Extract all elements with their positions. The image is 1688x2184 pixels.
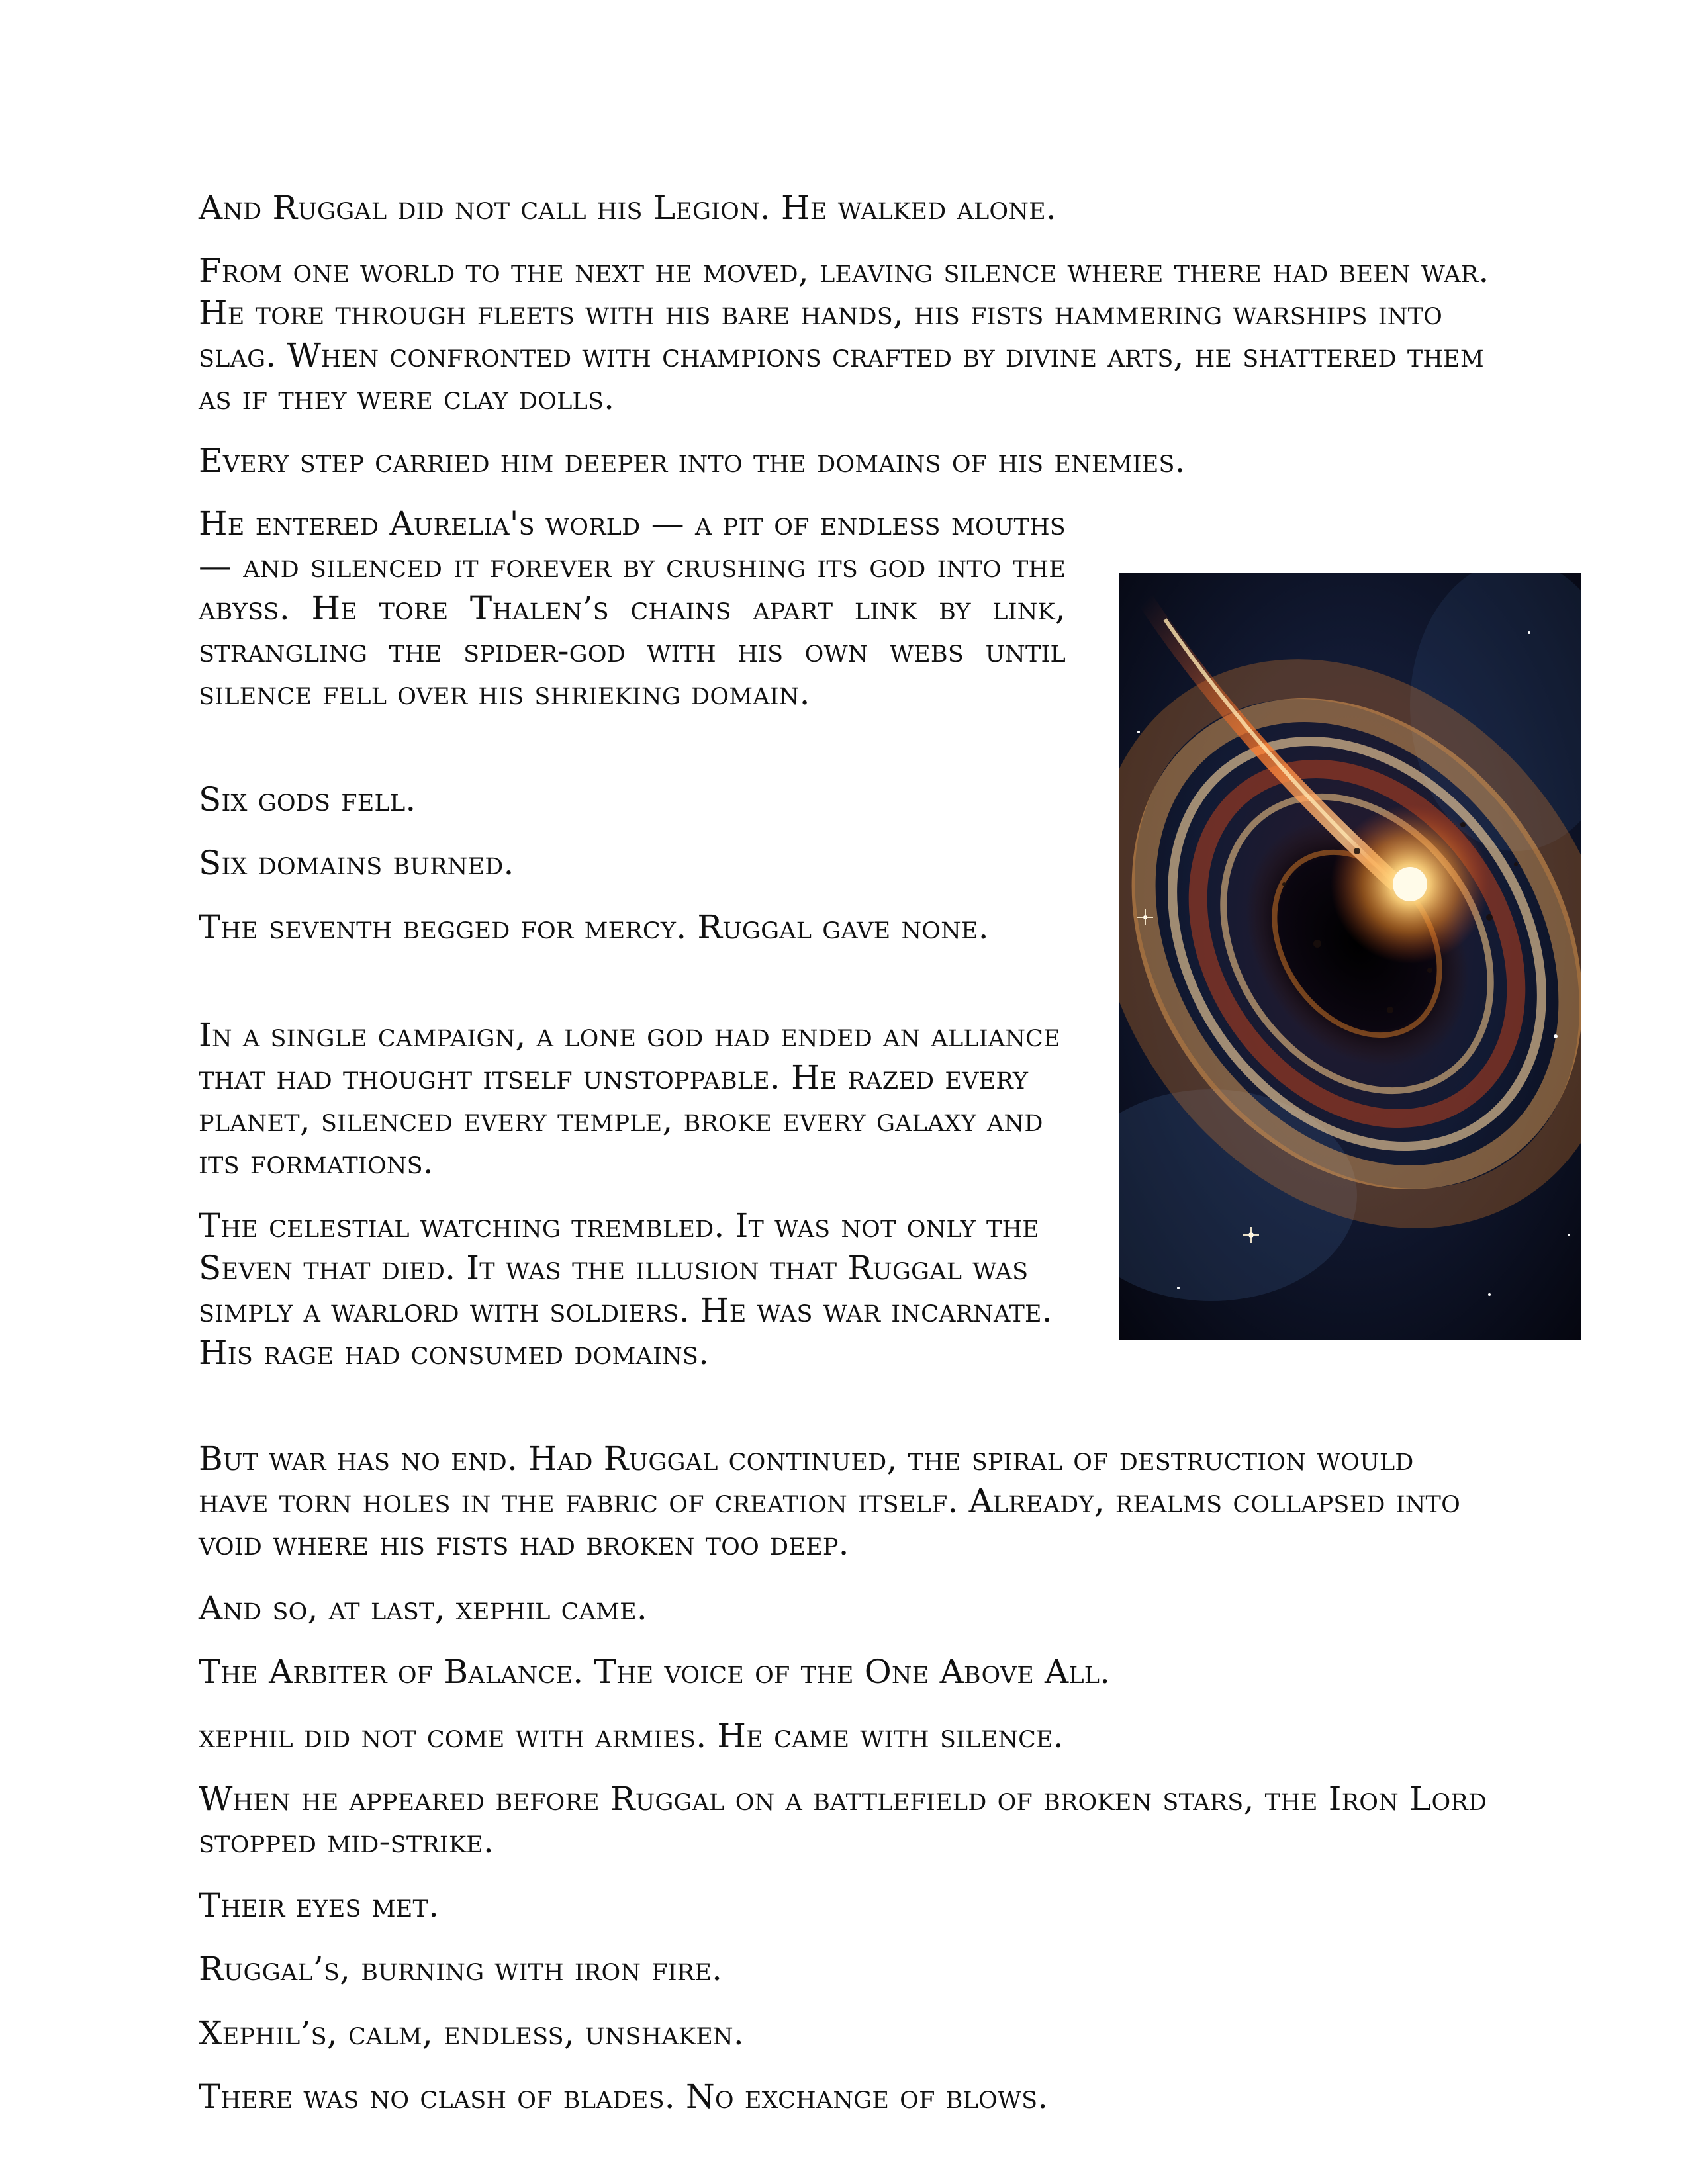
paragraph-eyes-met: Their eyes met.	[199, 1886, 440, 1925]
paragraph-single-campaign: In a single campaign, a lone god had ended an alliance that had thought itself unstoppable. He razed every planet, silenced every temple, broke every galaxy and its formations.	[199, 1016, 1060, 1181]
cosmic-vortex-illustration	[1119, 573, 1581, 1340]
paragraph-six-domains-burned: Six domains burned.	[199, 844, 514, 882]
paragraph-xephil-calm: Xephil’s, calm, endless, unshaken.	[199, 2014, 744, 2052]
paragraph-xephil-came: And so, at last, xephil came.	[199, 1589, 648, 1627]
paragraph-seventh-begged: The seventh begged for mercy. Ruggal gave none.	[199, 908, 989, 946]
paragraph-ruggal-walked-alone: And Ruggal did not call his Legion. He walked alone.	[199, 189, 1056, 227]
paragraph-six-gods-fell: Six gods fell.	[199, 780, 416, 819]
paragraph-no-armies: xephil did not come with armies. He came with silence.	[199, 1717, 1064, 1755]
paragraph-battlefield-broken-stars: When he appeared before Ruggal on a battlefield of broken stars, the Iron Lord stopped mid-strike.	[199, 1780, 1487, 1860]
vortex-artwork-svg	[1119, 573, 1581, 1340]
paragraph-no-clash: There was no clash of blades. No exchange of blows.	[199, 2077, 1049, 2116]
paragraph-arbiter-of-balance: The Arbiter of Balance. The voice of the One Above All.	[199, 1653, 1111, 1691]
paragraph-aurelia-thalen: He entered Aurelia's world — a pit of endless mouths — and silenced it forever by crushing its god into the abyss. He tore Thalen’s chains apart link by link, strangling the spider-god with his own webs until silence fell over his shrieking domain.	[199, 504, 1066, 712]
paragraph-world-to-world: From one world to the next he moved, leaving silence where there had been war. He tore through fleets with his bare hands, his fists hammering warships into slag. When confronted with champions crafted by divine arts, he shattered them as if they were clay dolls.	[199, 251, 1489, 417]
paragraph-every-step: Every step carried him deeper into the domains of his enemies.	[199, 441, 1186, 480]
paragraph-ruggal-iron-fire: Ruggal’s, burning with iron fire.	[199, 1950, 723, 1988]
paragraph-celestial-trembled: The celestial watching trembled. It was not only the Seven that died. It was the illusion that Ruggal was simply a warlord with soldiers. He was war incarnate. His rage had consumed domains.	[199, 1206, 1053, 1372]
paragraph-war-has-no-end: But war has no end. Had Ruggal continued, the spiral of destruction would have torn holes in the fabric of creation itself. Already, realms collapsed into void where his fists had broken too deep.	[199, 1439, 1460, 1563]
